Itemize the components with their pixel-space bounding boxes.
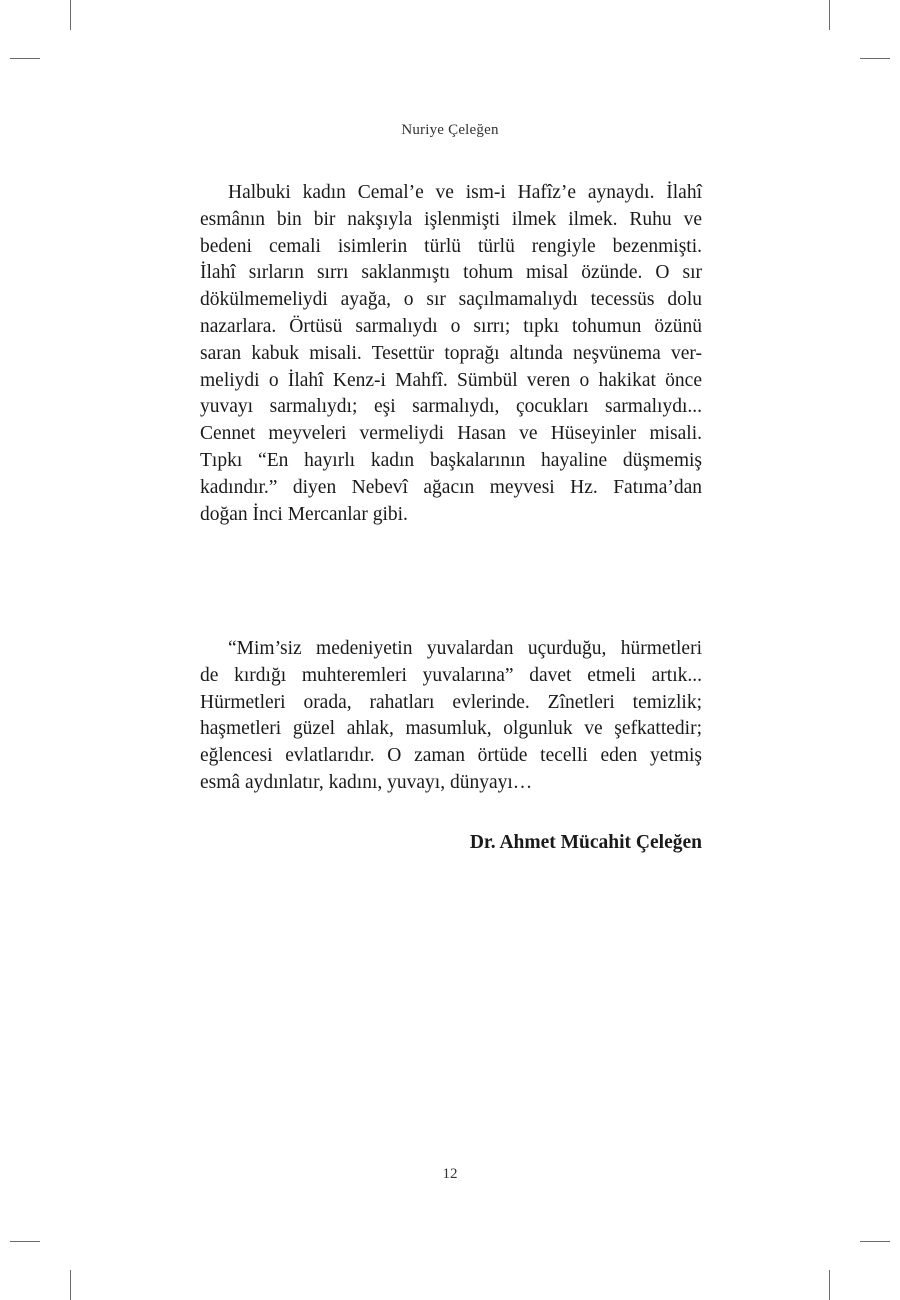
paragraph-1-line: Tıpkı “En hayırlı kadın başkalarının hayaline düşmemiş xyxy=(200,449,702,471)
crop-mark-bottom-left-vertical xyxy=(70,1270,71,1300)
paragraph-1-line: dökülmemeliydi ayağa, o sır saçılmamalıydı tecessüs dolu xyxy=(200,289,702,311)
paragraph-1-line: saran kabuk misali. Tesettür toprağı altında neşvünema ver- xyxy=(200,342,702,364)
paragraph-2-line: “Mim’siz medeniyetin yuvalardan uçurduğu, hürmetleri xyxy=(228,638,702,659)
crop-mark-top-left-horizontal xyxy=(10,58,40,59)
paragraph-1-line: nazarlara. Örtüsü sarmalıydı o sırrı; tıpkı tohumun özünü xyxy=(200,315,702,337)
author-signature: Dr. Ahmet Mücahit Çeleğen xyxy=(469,832,702,853)
paragraph-2-line: eğlencesi evlatlarıdır. O zaman örtüde tecelli eden yetmiş xyxy=(200,745,702,767)
paragraph-1 xyxy=(200,180,702,528)
crop-mark-top-right-vertical xyxy=(829,0,830,30)
running-header: Nuriye Çeleğen xyxy=(401,122,499,138)
paragraph-1-line: İlahî sırların sırrı saklanmıştı tohum misal özünde. O sır xyxy=(200,262,702,284)
paragraph-2 xyxy=(200,636,702,797)
crop-mark-bottom-right-vertical xyxy=(829,1270,830,1300)
paragraph-1-line: kadındır.” diyen Nebevî ağacın meyvesi Hz. Fatıma’dan xyxy=(200,476,702,498)
paragraph-2-line: haşmetleri güzel ahlak, masumluk, olgunluk ve şefkattedir; xyxy=(200,718,702,740)
paragraph-1-line: yuvayı sarmalıydı; eşi sarmalıydı, çocukları sarmalıydı... xyxy=(200,396,702,418)
paragraph-1-line: doğan İnci Mercanlar gibi. xyxy=(200,503,408,525)
paragraph-1-line: esmânın bin bir nakşıyla işlenmişti ilmek ilmek. Ruhu ve xyxy=(200,208,702,230)
page-number: 12 xyxy=(442,1166,458,1182)
crop-mark-top-right-horizontal xyxy=(860,58,890,59)
paragraph-2-line: de kırdığı muhteremleri yuvalarına” davet etmeli artık... xyxy=(200,664,702,686)
paragraph-2-line: esmâ aydınlatır, kadını, yuvayı, dünyayı… xyxy=(200,771,533,793)
paragraph-1-line: meliydi o İlahî Kenz-i Mahfî. Sümbül veren o hakikat önce xyxy=(200,369,702,391)
paragraph-1-line: Cennet meyveleri vermeliydi Hasan ve Hüseyinler misali. xyxy=(200,423,702,445)
paragraph-1-line: bedeni cemali isimlerin türlü türlü rengiyle bezenmişti. xyxy=(200,235,702,257)
crop-mark-bottom-left-horizontal xyxy=(10,1241,40,1242)
paragraph-2-line: Hürmetleri orada, rahatları evlerinde. Zînetleri temizlik; xyxy=(200,691,702,713)
crop-mark-top-left-vertical xyxy=(70,0,71,30)
crop-mark-bottom-right-horizontal xyxy=(860,1241,890,1242)
paragraph-1-line: Halbuki kadın Cemal’e ve ism-i Hafîz’e aynaydı. İlahî xyxy=(228,182,702,203)
